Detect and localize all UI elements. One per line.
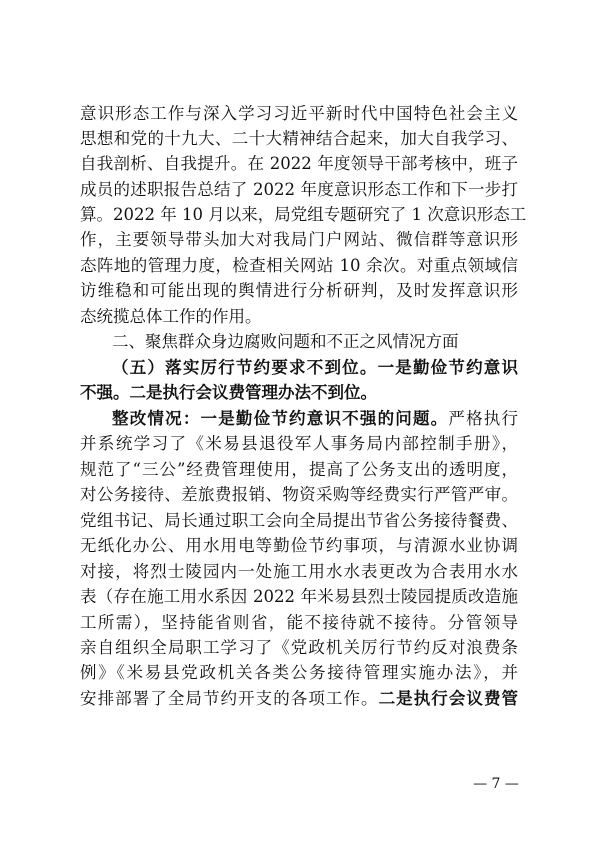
text-line — [112, 407, 518, 431]
text-segment: 无纸化办公、用水用电等勤俭节约事项，与清源水业协调 — [80, 536, 518, 555]
text-segment: 算。2022 年 10 月以来，局党组专题研究了 1 次意识形态工 — [80, 205, 527, 224]
text-segment: 表（存在施工用水系因 2022 年米易县烈士陵园提质改造施 — [80, 587, 518, 606]
text-segment: 党组书记、局长通过职工会向全局提出节省公务接待餐费、 — [80, 511, 518, 530]
text-segment: 思想和党的十九大、二十大精神结合起来，加大自我学习、 — [80, 129, 518, 148]
text-segment: 例》《米易县党政机关各类公务接待管理实施办法》，并 — [80, 663, 518, 682]
text-line — [80, 509, 518, 533]
bold-text-segment: 整改情况：一是勤俭节约意识不强的问题。 — [112, 409, 449, 428]
text-line — [80, 432, 518, 456]
text-line — [80, 254, 518, 278]
text-line — [80, 611, 518, 635]
text-segment: 严格执行 — [448, 409, 519, 428]
text-line — [80, 636, 518, 660]
text-line — [80, 585, 518, 609]
text-line — [112, 356, 518, 380]
text-line — [80, 228, 518, 252]
text-line — [80, 127, 518, 151]
bold-text-segment: （五）落实厉行节约要求不到位。一是勤俭节约意识 — [112, 358, 518, 377]
text-segment: 态统揽总体工作的作用。 — [80, 307, 262, 326]
text-segment: 规范了“三公”经费管理使用，提高了公务支出的透明度， — [80, 460, 518, 479]
text-line — [80, 534, 518, 558]
text-line — [80, 560, 518, 584]
text-line — [80, 152, 518, 176]
bold-text-segment: 二是执行会议费管 — [378, 689, 518, 708]
text-segment: 安排部署了全局节约开支的各项工作。 — [80, 689, 379, 708]
text-segment: 态阵地的管理力度，检查相关网站 10 余次。对重点领域信 — [80, 256, 518, 275]
text-segment: 对接，将烈士陵园内一处施工用水水表更改为合表用水水 — [80, 562, 518, 581]
text-segment: 作，主要领导带头加大对我局门户网站、微信群等意识形 — [80, 230, 518, 249]
text-line — [80, 661, 518, 685]
text-line — [112, 330, 518, 354]
text-line — [80, 203, 527, 227]
text-line — [80, 102, 518, 126]
text-segment: 成员的述职报告总结了 2022 年度意识形态工作和下一步打 — [80, 180, 518, 199]
page-number: — 7 — — [473, 776, 519, 792]
bold-text-segment: 不强。二是执行会议费管理办法不到位。 — [80, 383, 377, 402]
text-segment: 意识形态工作与深入学习习近平新时代中国特色社会主义 — [80, 104, 518, 123]
text-line — [80, 305, 518, 329]
text-line — [80, 483, 518, 507]
text-line — [80, 458, 518, 482]
text-line — [80, 178, 518, 202]
text-segment: 二、聚焦群众身边腐败问题和不正之风情况方面 — [112, 332, 459, 351]
text-line — [80, 687, 518, 711]
text-segment: 工所需），坚持能省则省，能不接待就不接待。分管领导 — [80, 613, 518, 632]
text-segment: 访维稳和可能出现的舆情进行分析研判，及时发挥意识形 — [80, 281, 518, 300]
text-line — [80, 279, 518, 303]
text-segment: 并系统学习了《米易县退役军人事务局内部控制手册》， — [80, 434, 518, 453]
text-line — [80, 381, 518, 405]
text-segment: 亲自组织全局职工学习了《党政机关厉行节约反对浪费条 — [80, 638, 518, 657]
text-segment: 自我剖析、自我提升。在 2022 年度领导干部考核中，班子 — [80, 154, 518, 173]
text-segment: 对公务接待、差旅费报销、物资采购等经费实行严管严审。 — [80, 485, 518, 504]
